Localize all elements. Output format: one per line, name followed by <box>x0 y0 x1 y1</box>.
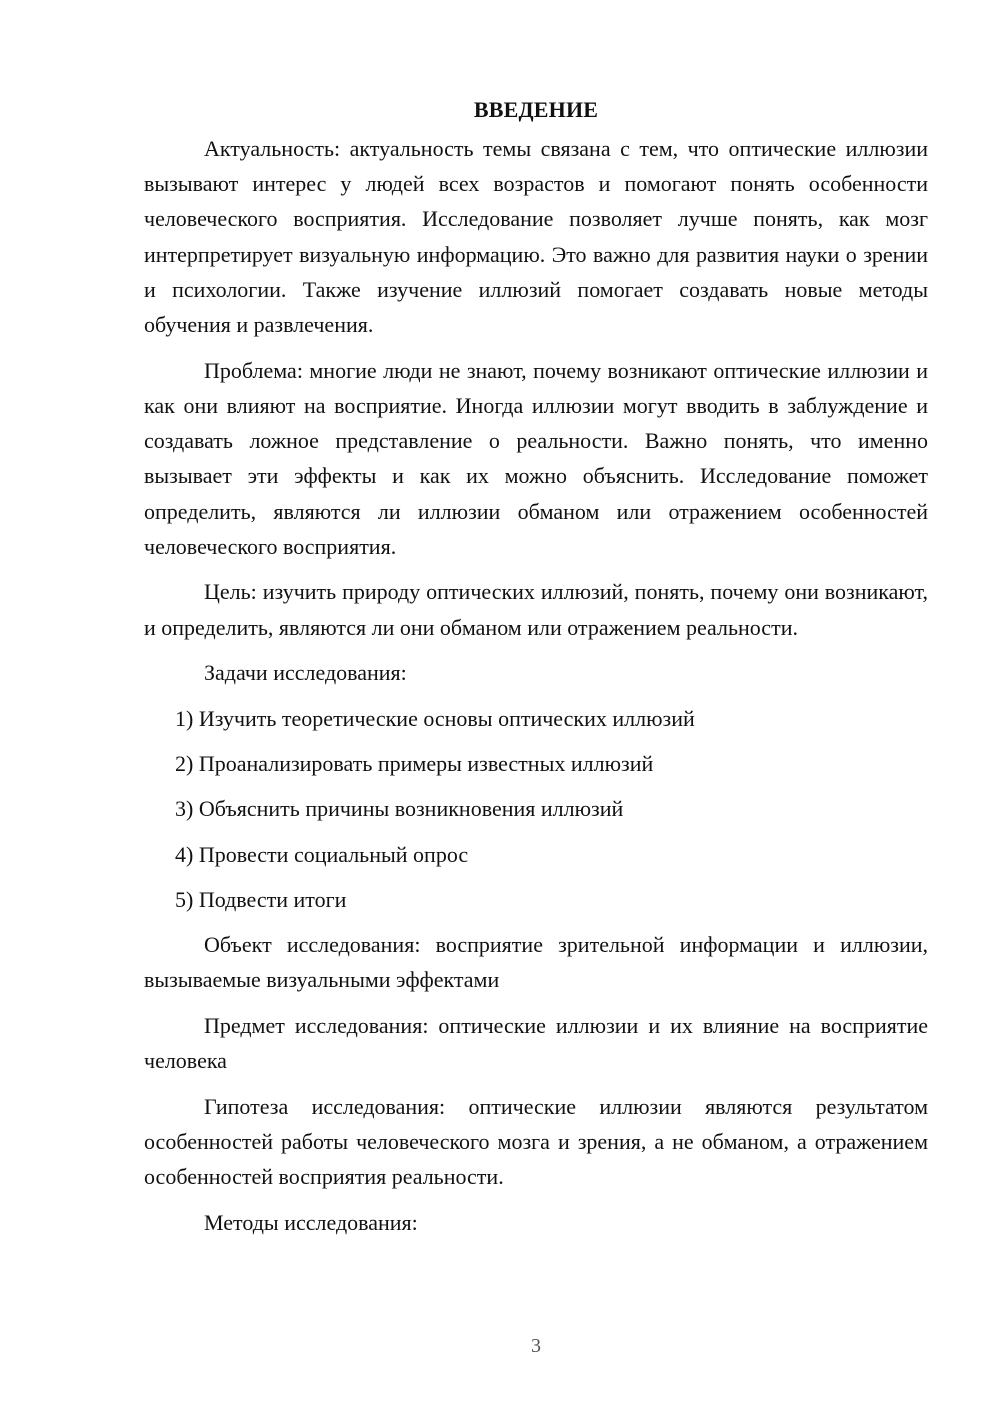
methods-heading: Методы исследования: <box>204 1209 418 1235</box>
subject-paragraph: Предмет исследования: оптические иллюзии и их влияние на восприятие человека <box>144 1012 928 1074</box>
relevance-paragraph: Актуальность: актуальность темы связана с тем, что оптические иллюзии вызывают интерес у людей всех возрастов и помогают понять особенности человеческого восприятия. Исследование позволяет лучше понять, как мозг интерпретирует визуальную информацию. Это важно для развития науки о зрении и психологии. Также изучение иллюзий помогает создавать новые методы обучения и развлечения. <box>144 136 928 338</box>
task-item: 4) Провести социальный опрос <box>175 841 469 867</box>
goal-paragraph: Цель: изучить природу оптических иллюзий, понять, почему они возникают, и определить, являются ли они обманом или отражением реальности. <box>144 579 928 640</box>
page-number: 3 <box>531 1335 541 1357</box>
problem-paragraph: Проблема: многие люди не знают, почему возникают оптические иллюзии и как они влияют на восприятие. Иногда иллюзии могут вводить в заблуждение и создавать ложное представление о реальности. Важно понять, что именно вызывает эти эффекты и как их можно объяснить. Исследование поможет определить, являются ли иллюзии обманом или отражением особенностей человеческого восприятия. <box>144 357 928 559</box>
task-item: 1) Изучить теоретические основы оптических иллюзий <box>175 706 695 732</box>
tasks-heading: Задачи исследования: <box>204 660 407 686</box>
task-list <box>144 701 928 917</box>
page-content <box>144 92 928 1251</box>
object-paragraph: Объект исследования: восприятие зрительной информации и иллюзии, вызываемые визуальными эффектами <box>144 932 928 993</box>
section-heading: ВВЕДЕНИЕ <box>473 97 599 122</box>
task-item: 3) Объяснить причины возникновения иллюзий <box>175 796 624 822</box>
hypothesis-paragraph: Гипотеза исследования: оптические иллюзии являются результатом особенностей работы человеческого мозга и зрения, а не обманом, а отражением особенностей восприятия реальности. <box>144 1093 928 1190</box>
task-item: 5) Подвести итоги <box>175 886 347 912</box>
task-item: 2) Проанализировать примеры известных иллюзий <box>175 751 654 777</box>
